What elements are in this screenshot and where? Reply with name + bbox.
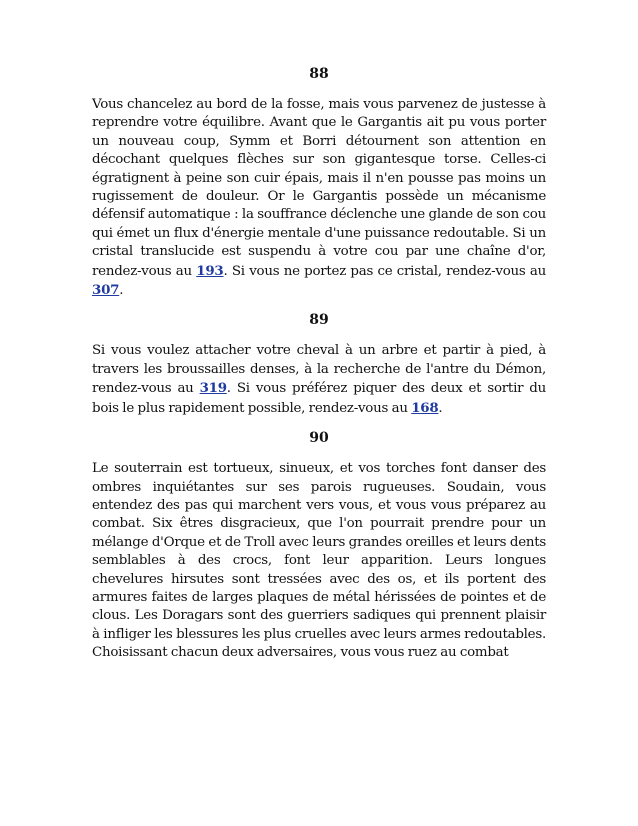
link-section-319[interactable]: 319 (199, 380, 227, 397)
section-89-text-part2: . Si vous préférez piquer des deux et sortir du bois le plus rapidement possible, rendez-vous au (92, 381, 546, 416)
link-section-193[interactable]: 193 (196, 262, 224, 279)
section-number-89: 89 (309, 312, 329, 329)
gamebook-page (92, 64, 546, 673)
section-90-text: Le souterrain est tortueux, sinueux, et vos torches font danser des ombres inquiétantes sur ses parois rugueuses. Soudain, vous entendez des pas qui marchent vers vous, et vous vous préparez au combat. Six êtres disgracieux, que l'on pourrait prendre pour un mélange d'Orque et de Troll avec leurs grandes oreilles et leurs dents semblables à des crocs, font leur apparition. Leurs longues chevelures hirsutes sont tressées avec des os, et ils portent des armures faites de larges plaques de métal hérissées de pointes et de clous. Les Doragars sont des guerriers sadiques qui prennent plaisir à infliger les blessures les plus cruelles avec leurs armes redoutables. Choisissant chacun deux adversaires, vous vous ruez au combat (92, 461, 546, 661)
section-88 (92, 96, 546, 300)
section-89-text-part3: . (438, 400, 443, 416)
section-88-text-part3: . (119, 283, 124, 299)
section-89-text-part1: Si vous voulez attacher votre cheval à un arbre et partir à pied, à travers les broussailles denses, à la recherche de l'antre du Démon, rendez-vous au (92, 343, 546, 397)
section-89 (92, 342, 546, 418)
section-88-text-part2: . Si vous ne portez pas ce cristal, rendez-vous au (223, 263, 547, 279)
link-section-307[interactable]: 307 (92, 282, 120, 299)
section-number-88: 88 (309, 66, 329, 82)
section-89-text (92, 342, 546, 418)
section-90 (92, 460, 546, 662)
section-88-text (92, 96, 546, 300)
section-number-90: 90 (309, 430, 329, 447)
link-section-168[interactable]: 168 (411, 399, 439, 416)
section-88-text-part1: Vous chancelez au bord de la fosse, mais vous parvenez de justesse à reprendre votre équilibre. Avant que le Gargantis ait pu vous porter un nouveau coup, Symm et Borri détournent son attention en décochant quelques flèches sur son gigantesque torse. Celles-ci égratignent à peine son cuir épais, mais il n'en pousse pas moins un rugissement de douleur. Or le Gargantis possède un mécanisme défensif automatique : la souffrance déclenche une glande de son cou qui émet un flux d'énergie mentale d'une puissance redoutable. Si un cristal translucide est suspendu à votre cou par une chaîne d'or, rendez-vous au (92, 97, 546, 279)
